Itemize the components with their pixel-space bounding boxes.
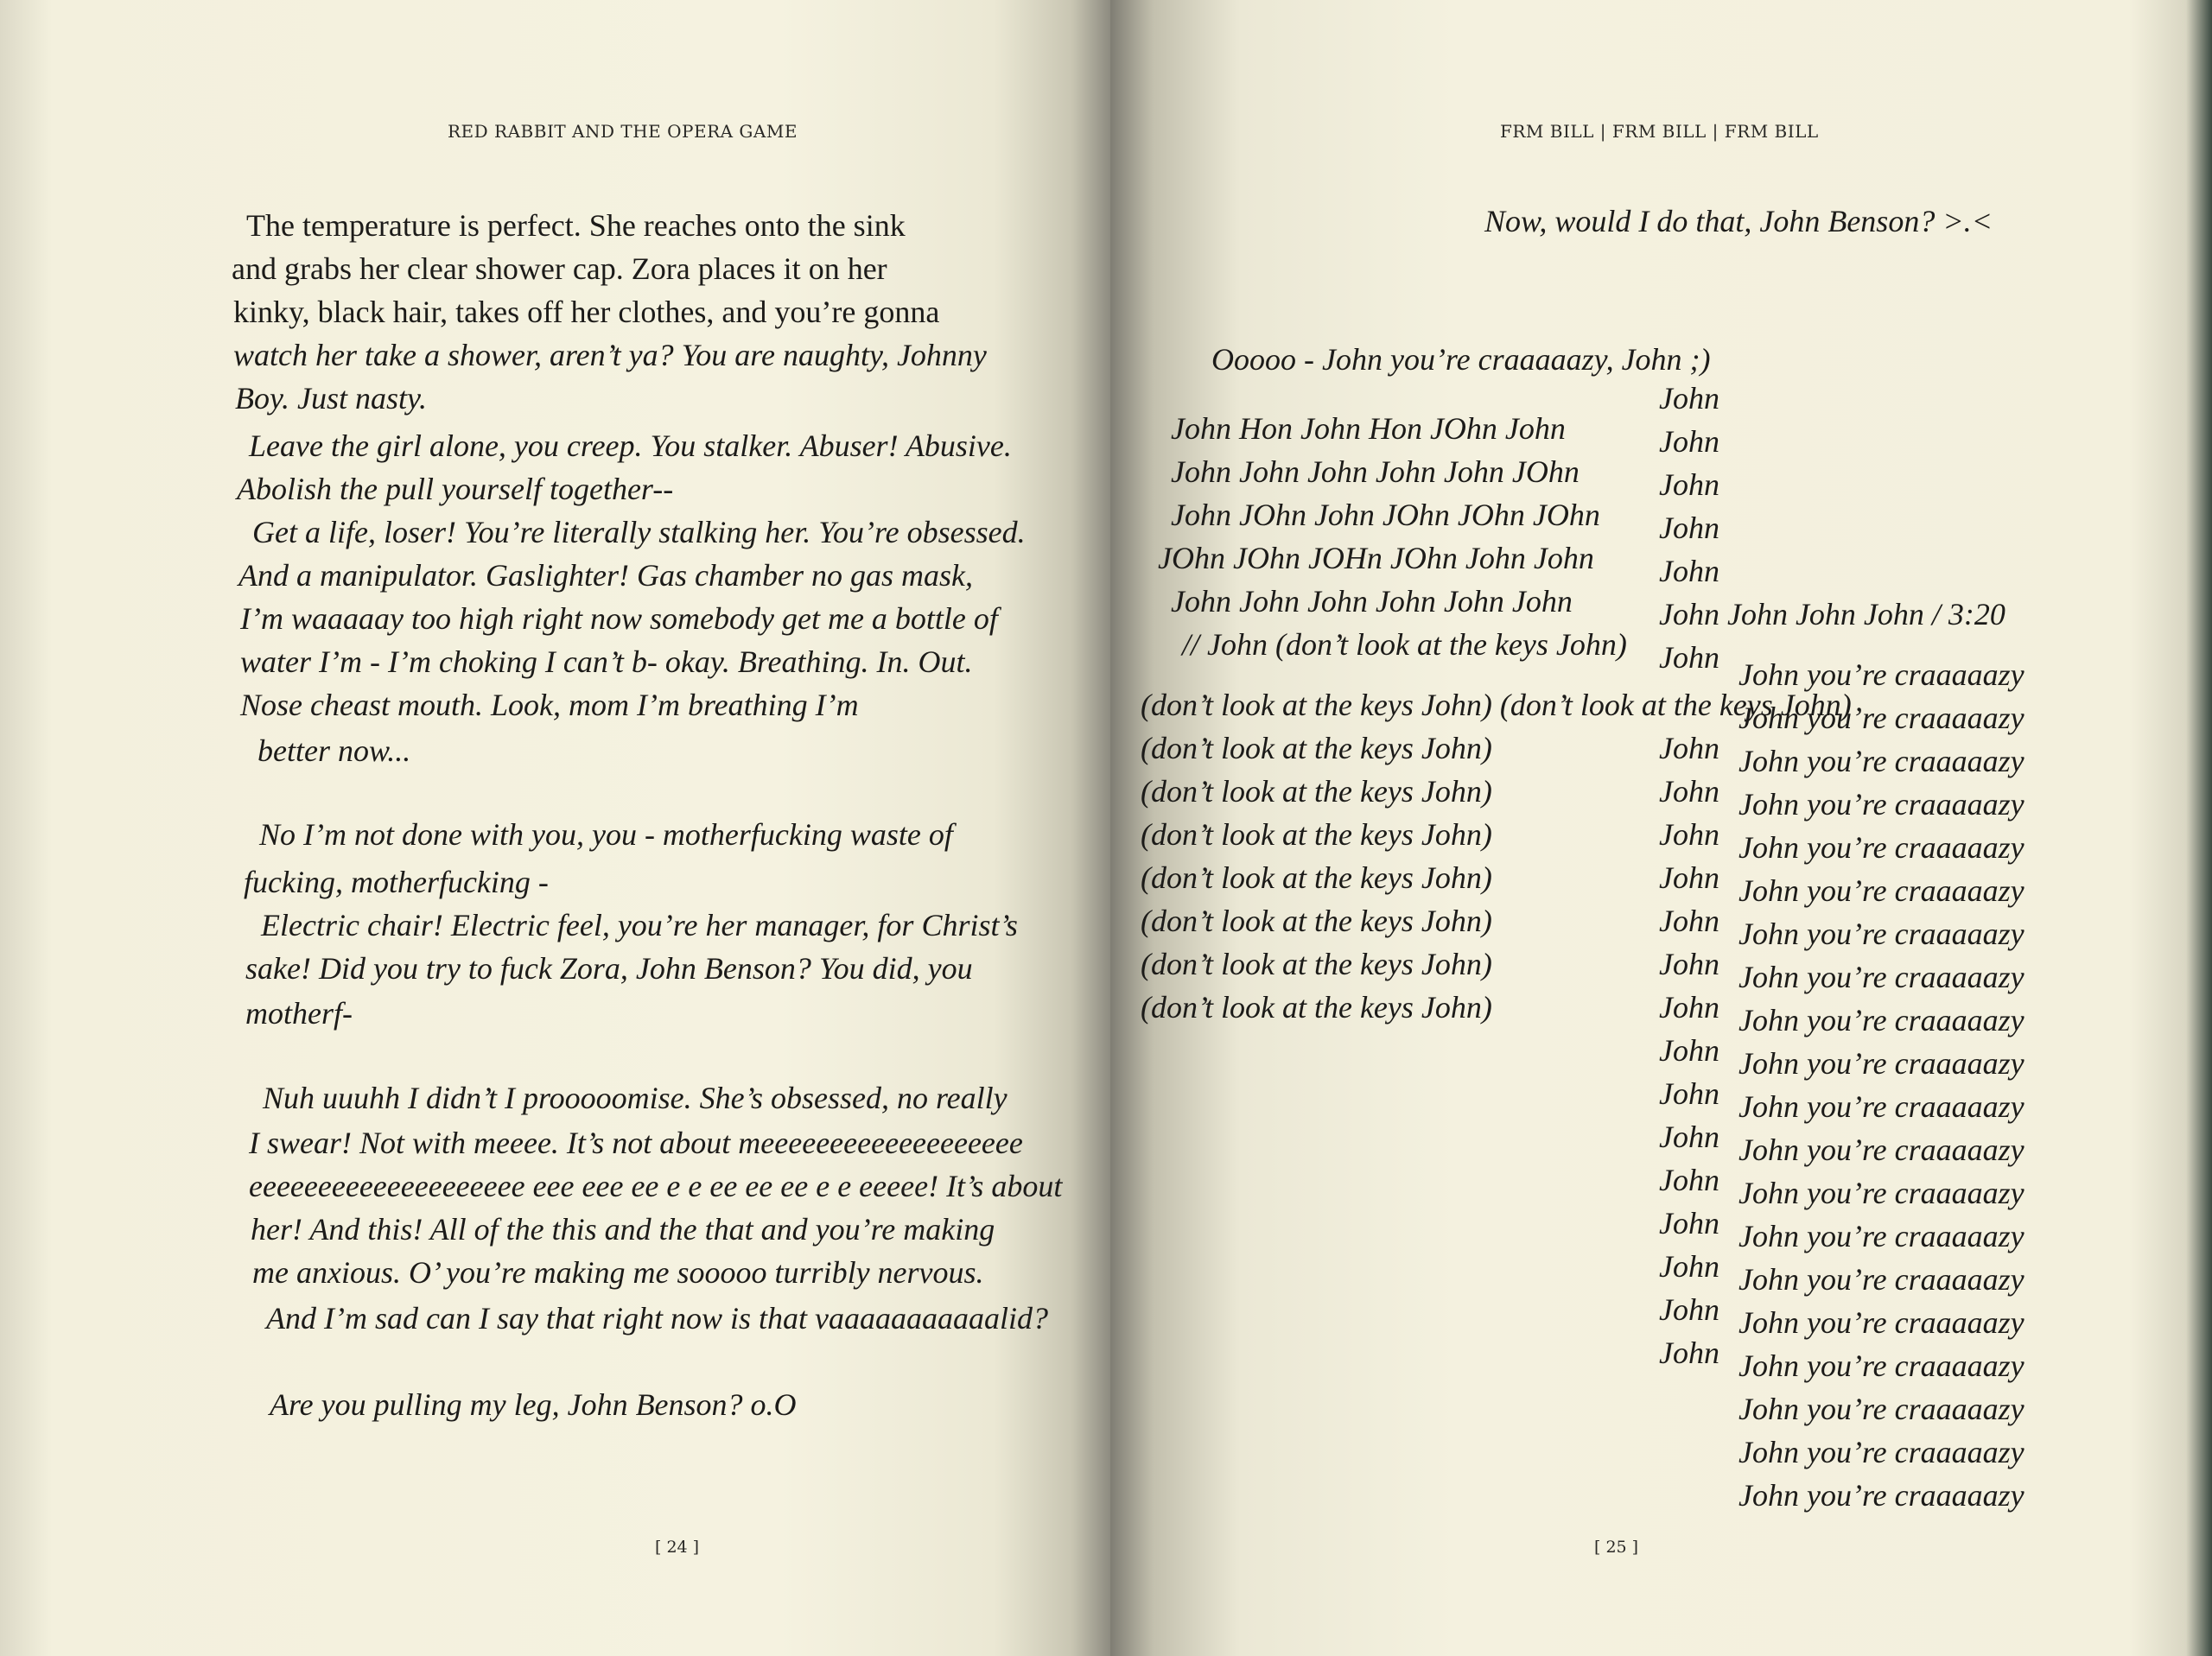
right-text-line: (don’t look at the keys John) bbox=[1141, 817, 1492, 852]
left-text-line: Get a life, loser! You’re literally stalking her. You’re obsessed. bbox=[252, 515, 1026, 549]
left-text-line: Nose cheast mouth. Look, mom I’m breathing I’m bbox=[240, 688, 859, 722]
right-text-line: John you’re craaaaazy bbox=[1738, 657, 2024, 692]
left-text-line: I swear! Not with meeee. It’s not about meeeeeeeeeeeeeeeeeee bbox=[249, 1126, 1023, 1160]
right-text-line: John bbox=[1659, 381, 1719, 416]
right-text-line: (don’t look at the keys John) bbox=[1141, 904, 1492, 938]
left-text-line: eeeeeeeeeeeeeeeeeeee eee eee ee e e ee ee ee e e eeeee! It’s about bbox=[249, 1169, 1063, 1203]
right-text-line: John bbox=[1659, 424, 1719, 459]
right-text-line: John you’re craaaaazy bbox=[1738, 830, 2024, 865]
right-text-line: John you’re craaaaazy bbox=[1738, 1478, 2024, 1513]
right-text-line: John bbox=[1659, 1163, 1719, 1197]
right-text-line: (don’t look at the keys John) bbox=[1141, 990, 1492, 1025]
right-text-line: John bbox=[1659, 774, 1719, 809]
right-text-line: John you’re craaaaazy bbox=[1738, 1133, 2024, 1167]
right-text-line: John bbox=[1659, 731, 1719, 765]
right-text-line: John you’re craaaaazy bbox=[1738, 1003, 2024, 1037]
left-text-line: sake! Did you try to fuck Zora, John Benson? You did, you bbox=[245, 951, 973, 986]
left-text-line: and grabs her clear shower cap. Zora places it on her bbox=[232, 251, 887, 286]
left-text-line: And I’m sad can I say that right now is that vaaaaaaaaaaalid? bbox=[266, 1301, 1048, 1336]
right-text-line: John you’re craaaaazy bbox=[1738, 787, 2024, 822]
right-text-line: JOhn JOhn JOHn JOhn John John bbox=[1158, 541, 1594, 575]
running-head-right: FRM BILL | FRM BILL | FRM BILL bbox=[1500, 121, 1819, 142]
right-text-line: John bbox=[1659, 1249, 1719, 1284]
right-text-line: John bbox=[1659, 904, 1719, 938]
right-text-line: John bbox=[1659, 860, 1719, 895]
page-number-left: [ 24 ] bbox=[655, 1538, 700, 1557]
right-text-line: John bbox=[1659, 990, 1719, 1025]
left-text-line: me anxious. O’ you’re making me sooooo turribly nervous. bbox=[252, 1255, 984, 1290]
right-text-line: (don’t look at the keys John) bbox=[1141, 947, 1492, 981]
right-text-line: John bbox=[1659, 1033, 1719, 1068]
left-text-line: fucking, motherfucking - bbox=[244, 865, 549, 899]
right-text-line: John bbox=[1659, 511, 1719, 545]
left-text-line: motherf- bbox=[245, 996, 353, 1031]
right-text-line: (don’t look at the keys John) (don’t look at the keys John) bbox=[1141, 688, 1852, 722]
left-text-line: And a manipulator. Gaslighter! Gas chamber no gas mask, bbox=[238, 558, 973, 593]
right-text-line: John you’re craaaaazy bbox=[1738, 744, 2024, 778]
left-text-line: I’m waaaaay too high right now somebody get me a bottle of bbox=[240, 601, 998, 636]
right-text-line: John you’re craaaaazy bbox=[1738, 873, 2024, 908]
left-text-line: Are you pulling my leg, John Benson? o.O bbox=[270, 1387, 797, 1422]
right-text-line: John you’re craaaaazy bbox=[1738, 1089, 2024, 1124]
left-text-line: water I’m - I’m choking I can’t b- okay. Breathing. In. Out. bbox=[240, 644, 973, 679]
right-text-line: John bbox=[1659, 1292, 1719, 1327]
right-text-line: Ooooo - John you’re craaaaazy, John ;) bbox=[1211, 342, 1711, 377]
right-text-line: John you’re craaaaazy bbox=[1738, 1262, 2024, 1297]
left-text-line: Electric chair! Electric feel, you’re her manager, for Christ’s bbox=[261, 908, 1018, 942]
right-text-line: John you’re craaaaazy bbox=[1738, 1305, 2024, 1340]
right-text-line: John bbox=[1659, 1076, 1719, 1111]
right-text-line: John John John John John John bbox=[1171, 584, 1573, 619]
right-text-line: Now, would I do that, John Benson? >.< bbox=[1484, 204, 1993, 238]
right-text-line: John you’re craaaaazy bbox=[1738, 1176, 2024, 1210]
right-text-line: John bbox=[1659, 817, 1719, 852]
right-text-line: John bbox=[1659, 1120, 1719, 1154]
right-text-line: John you’re craaaaazy bbox=[1738, 701, 2024, 735]
right-text-line: John Hon John Hon JOhn John bbox=[1171, 411, 1566, 446]
right-text-line: (don’t look at the keys John) bbox=[1141, 774, 1492, 809]
right-text-line: (don’t look at the keys John) bbox=[1141, 860, 1492, 895]
right-text-line: John you’re craaaaazy bbox=[1738, 1219, 2024, 1253]
right-text-line: John John John John / 3:20 bbox=[1659, 597, 2005, 631]
page-number-right: [ 25 ] bbox=[1594, 1538, 1639, 1557]
left-text-line: kinky, black hair, takes off her clothes, and you’re gonna bbox=[233, 295, 940, 329]
right-text-line: John John John John John JOhn bbox=[1171, 454, 1580, 489]
right-text-line: John you’re craaaaazy bbox=[1738, 917, 2024, 951]
right-text-line: John you’re craaaaazy bbox=[1738, 1392, 2024, 1426]
right-page bbox=[1110, 0, 2212, 1656]
right-text-line: John bbox=[1659, 640, 1719, 675]
left-text-line: Abolish the pull yourself together-- bbox=[237, 472, 674, 506]
left-text-line: better now... bbox=[257, 733, 411, 768]
right-text-line: John you’re craaaaazy bbox=[1738, 1435, 2024, 1469]
right-text-line: John bbox=[1659, 1336, 1719, 1370]
right-text-line: John JOhn John JOhn JOhn JOhn bbox=[1171, 498, 1600, 532]
right-text-line: John bbox=[1659, 947, 1719, 981]
right-text-line: John bbox=[1659, 1206, 1719, 1240]
left-text-line: watch her take a shower, aren’t ya? You are naughty, Johnny bbox=[233, 338, 987, 372]
right-text-line: // John (don’t look at the keys John) bbox=[1182, 627, 1627, 662]
left-text-line: her! And this! All of the this and the that and you’re making bbox=[251, 1212, 995, 1247]
left-text-line: No I’m not done with you, you - motherfucking waste of bbox=[259, 817, 953, 852]
left-text-line: The temperature is perfect. She reaches onto the sink bbox=[246, 208, 906, 243]
right-text-line: (don’t look at the keys John) bbox=[1141, 731, 1492, 765]
right-text-line: John bbox=[1659, 554, 1719, 588]
left-text-line: Boy. Just nasty. bbox=[235, 381, 427, 416]
right-text-line: John you’re craaaaazy bbox=[1738, 1046, 2024, 1081]
right-text-line: John you’re craaaaazy bbox=[1738, 960, 2024, 994]
right-text-line: John you’re craaaaazy bbox=[1738, 1348, 2024, 1383]
right-text-line: John bbox=[1659, 467, 1719, 502]
running-head-left: RED RABBIT AND THE OPERA GAME bbox=[448, 121, 798, 142]
left-text-line: Nuh uuuhh I didn’t I prooooomise. She’s obsessed, no really bbox=[263, 1081, 1007, 1115]
left-text-line: Leave the girl alone, you creep. You stalker. Abuser! Abusive. bbox=[249, 428, 1012, 463]
